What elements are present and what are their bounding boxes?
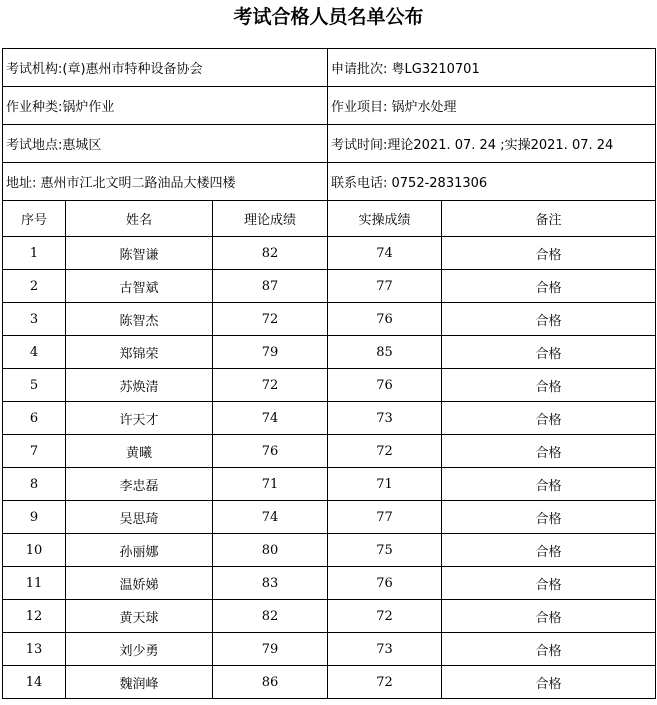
cell-index: 6 [3, 402, 66, 435]
cell-practical-score: 74 [328, 237, 442, 270]
address: 地址: 惠州市江北文明二路油品大楼四楼 [3, 163, 328, 201]
cell-name: 温娇娣 [66, 567, 213, 600]
cell-practical-score: 77 [328, 501, 442, 534]
cell-practical-score: 75 [328, 534, 442, 567]
cell-index: 14 [3, 666, 66, 699]
table-row [3, 369, 656, 402]
table-row [3, 501, 656, 534]
cell-theory-score: 72 [213, 303, 328, 336]
cell-theory-score: 83 [213, 567, 328, 600]
cell-theory-score: 86 [213, 666, 328, 699]
cell-name: 苏焕清 [66, 369, 213, 402]
table-row [3, 270, 656, 303]
cell-index: 10 [3, 534, 66, 567]
cell-index: 3 [3, 303, 66, 336]
cell-remark: 合格 [442, 270, 656, 303]
cell-remark: 合格 [442, 402, 656, 435]
exam-time: 考试时间:理论2021. 07. 24 ;实操2021. 07. 24 [328, 125, 656, 163]
cell-name: 孙丽娜 [66, 534, 213, 567]
cell-name: 古智斌 [66, 270, 213, 303]
exam-org: 考试机构:(章)惠州市特种设备协会 [3, 49, 328, 87]
cell-theory-score: 72 [213, 369, 328, 402]
column-header-practical: 实操成绩 [328, 201, 442, 237]
cell-remark: 合格 [442, 369, 656, 402]
cell-name: 魏润峰 [66, 666, 213, 699]
cell-theory-score: 82 [213, 600, 328, 633]
cell-theory-score: 79 [213, 336, 328, 369]
cell-theory-score: 74 [213, 402, 328, 435]
table-row [3, 567, 656, 600]
cell-practical-score: 73 [328, 633, 442, 666]
cell-remark: 合格 [442, 600, 656, 633]
info-row [3, 87, 656, 125]
page-title: 考试合格人员名单公布 [233, 6, 424, 28]
cell-remark: 合格 [442, 435, 656, 468]
table-row [3, 468, 656, 501]
cell-theory-score: 80 [213, 534, 328, 567]
exam-location: 考试地点:惠城区 [3, 125, 328, 163]
cell-name: 许天才 [66, 402, 213, 435]
cell-remark: 合格 [442, 336, 656, 369]
table-row [3, 237, 656, 270]
cell-practical-score: 85 [328, 336, 442, 369]
cell-practical-score: 72 [328, 600, 442, 633]
cell-practical-score: 76 [328, 567, 442, 600]
cell-theory-score: 82 [213, 237, 328, 270]
cell-index: 13 [3, 633, 66, 666]
table-row [3, 600, 656, 633]
info-row [3, 49, 656, 87]
cell-practical-score: 72 [328, 435, 442, 468]
table-row [3, 402, 656, 435]
cell-name: 黄天球 [66, 600, 213, 633]
cell-theory-score: 76 [213, 435, 328, 468]
cell-name: 吴思琦 [66, 501, 213, 534]
cell-index: 12 [3, 600, 66, 633]
cell-remark: 合格 [442, 633, 656, 666]
cell-theory-score: 71 [213, 468, 328, 501]
header-row [3, 201, 656, 237]
cell-index: 4 [3, 336, 66, 369]
cell-index: 8 [3, 468, 66, 501]
column-header-remark: 备注 [442, 201, 656, 237]
cell-remark: 合格 [442, 237, 656, 270]
cell-theory-score: 79 [213, 633, 328, 666]
cell-name: 李忠磊 [66, 468, 213, 501]
cell-remark: 合格 [442, 468, 656, 501]
cell-practical-score: 73 [328, 402, 442, 435]
results-table [2, 48, 656, 699]
cell-theory-score: 74 [213, 501, 328, 534]
cell-remark: 合格 [442, 501, 656, 534]
cell-practical-score: 77 [328, 270, 442, 303]
cell-practical-score: 76 [328, 303, 442, 336]
cell-remark: 合格 [442, 303, 656, 336]
cell-remark: 合格 [442, 567, 656, 600]
table-row [3, 666, 656, 699]
table-row [3, 303, 656, 336]
column-header-theory: 理论成绩 [213, 201, 328, 237]
table-row [3, 435, 656, 468]
cell-practical-score: 72 [328, 666, 442, 699]
application-batch: 申请批次: 粤LG3210701 [328, 49, 656, 87]
work-category: 作业种类:锅炉作业 [3, 87, 328, 125]
table-row [3, 534, 656, 567]
table-row [3, 336, 656, 369]
cell-name: 陈智杰 [66, 303, 213, 336]
work-project: 作业项目: 锅炉水处理 [328, 87, 656, 125]
cell-practical-score: 76 [328, 369, 442, 402]
cell-name: 黄曦 [66, 435, 213, 468]
cell-name: 刘少勇 [66, 633, 213, 666]
cell-theory-score: 87 [213, 270, 328, 303]
cell-index: 9 [3, 501, 66, 534]
cell-index: 1 [3, 237, 66, 270]
cell-name: 郑锦荣 [66, 336, 213, 369]
cell-index: 5 [3, 369, 66, 402]
cell-index: 2 [3, 270, 66, 303]
column-header-index: 序号 [3, 201, 66, 237]
cell-index: 7 [3, 435, 66, 468]
info-row [3, 125, 656, 163]
cell-remark: 合格 [442, 666, 656, 699]
info-row [3, 163, 656, 201]
cell-remark: 合格 [442, 534, 656, 567]
cell-index: 11 [3, 567, 66, 600]
column-header-name: 姓名 [66, 201, 213, 237]
table-row [3, 633, 656, 666]
cell-practical-score: 71 [328, 468, 442, 501]
cell-name: 陈智谦 [66, 237, 213, 270]
contact-phone: 联系电话: 0752-2831306 [328, 163, 656, 201]
